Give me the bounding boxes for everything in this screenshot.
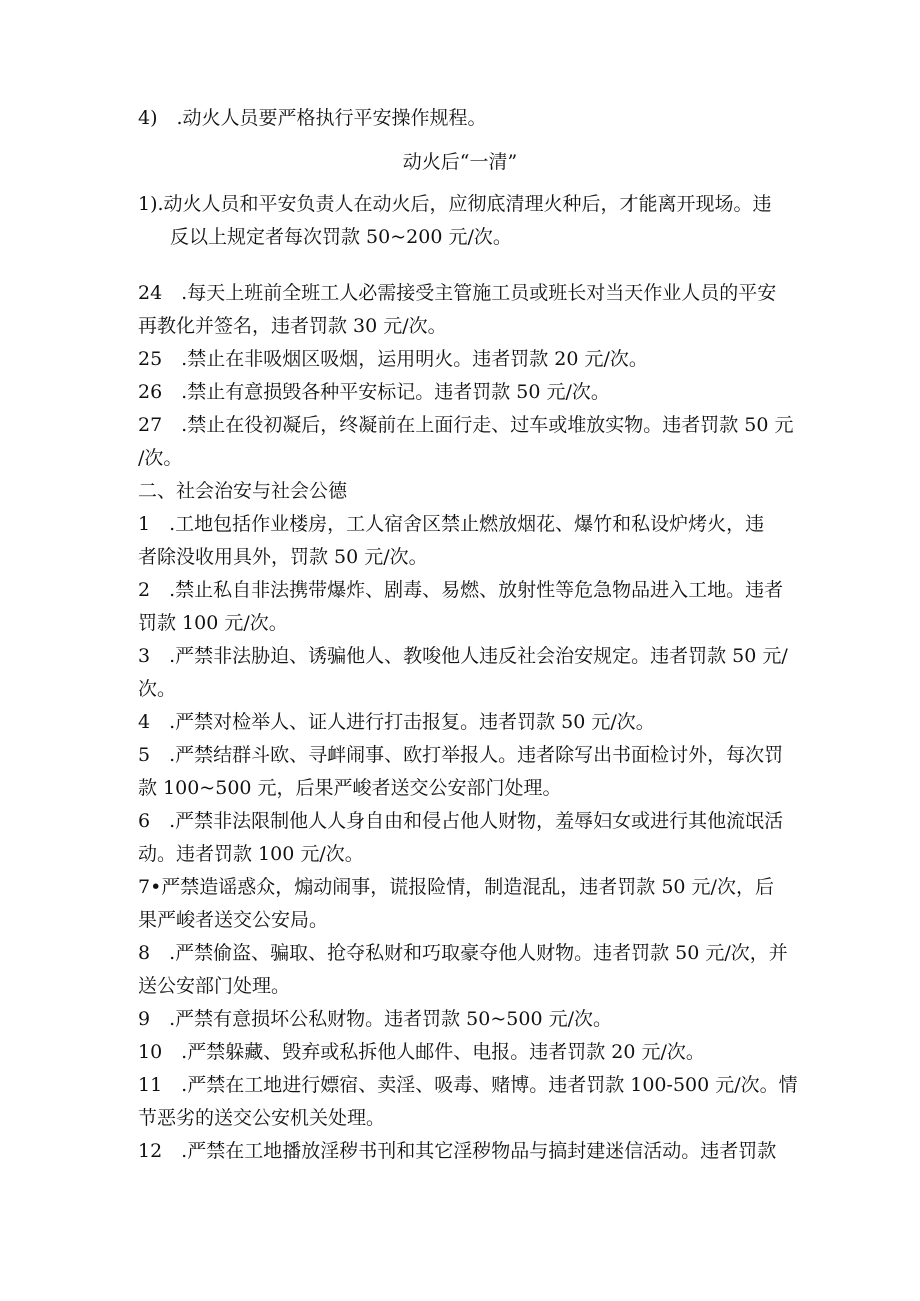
list-item-6: 6 .严禁非法限制他人人身自由和侵占他人财物，羞辱妇女或进行其他流氓活 — [138, 810, 784, 832]
list-item-8-cont: 送公安部门处理。 — [138, 975, 291, 997]
list-item-3-cont: 次。 — [138, 678, 177, 700]
list-item-27: 27 .禁止在役初凝后，终凝前在上面行走、过车或堆放实物。违者罚款 50 元 — [138, 414, 794, 436]
section-title: 二、社会治安与社会公德 — [138, 480, 348, 502]
list-item-4: 4) .动火人员要严格执行平安操作规程。 — [138, 107, 487, 129]
list-item-2-cont: 罚款 100 元/次。 — [138, 612, 288, 634]
list-item-12: 12 .严禁在工地播放淫秽书刊和其它淫秽物品与搞封建迷信活动。违者罚款 — [138, 1140, 777, 1162]
list-item-7-cont: 果严峻者送交公安局。 — [138, 909, 329, 931]
list-item-11: 11 .严禁在工地进行嫖宿、卖淫、吸毒、赌博。违者罚款 100-500 元/次。情 — [138, 1074, 798, 1096]
list-item-1-cont: 者除没收用具外，罚款 50 元/次。 — [138, 546, 428, 568]
list-item-25: 25 .禁止在非吸烟区吸烟，运用明火。违者罚款 20 元/次。 — [138, 348, 648, 370]
list-item-11-cont: 节恶劣的送交公安机关处理。 — [138, 1107, 386, 1129]
list-item-26: 26 .禁止有意损毁各种平安标记。违者罚款 50 元/次。 — [138, 381, 610, 403]
list-item-3: 3 .严禁非法胁迫、诱骗他人、教唆他人违反社会治安规定。违者罚款 50 元/ — [138, 645, 788, 667]
list-item-24: 24 .每天上班前全班工人必需接受主管施工员或班长对当天作业人员的平安 — [138, 282, 777, 304]
list-item-6-cont: 动。违者罚款 100 元/次。 — [138, 843, 364, 865]
list-item-1: 1 .工地包括作业楼房，工人宿舍区禁止燃放烟花、爆竹和私设炉烤火，违 — [138, 513, 765, 535]
paragraph-line: 1).动火人员和平安负责人在动火后，应彻底清理火种后，才能离开现场。违 — [138, 193, 772, 215]
list-item-27-cont: /次。 — [138, 447, 183, 469]
section-heading: 动火后“一清” — [402, 151, 518, 173]
list-item-5-cont: 款 100~500 元，后果严峻者送交公安部门处理。 — [138, 777, 562, 799]
list-item-5: 5 .严禁结群斗欧、寻衅闹事、欧打举报人。违者除写出书面检讨外，每次罚 — [138, 744, 784, 766]
list-item-24-cont: 再教化并签名，违者罚款 30 元/次。 — [138, 315, 447, 337]
list-item-4b: 4 .严禁对检举人、证人进行打击报复。违者罚款 50 元/次。 — [138, 711, 655, 733]
list-item-9: 9 .严禁有意损坏公私财物。违者罚款 50~500 元/次。 — [138, 1008, 612, 1030]
list-item-7: 7•严禁造谣惑众，煽动闹事，谎报险情，制造混乱，违者罚款 50 元/次，后 — [138, 876, 774, 898]
list-item-10: 10 .严禁躲藏、毁弃或私拆他人邮件、电报。违者罚款 20 元/次。 — [138, 1041, 705, 1063]
list-item-8: 8 .严禁偷盗、骗取、抢夺私财和巧取豪夺他人财物。违者罚款 50 元/次，并 — [138, 942, 788, 964]
list-item-2: 2 .禁止私自非法携带爆炸、剧毒、易燃、放射性等危急物品进入工地。违者 — [138, 579, 784, 601]
paragraph-line: 反以上规定者每次罚款 50~200 元/次。 — [170, 226, 512, 248]
